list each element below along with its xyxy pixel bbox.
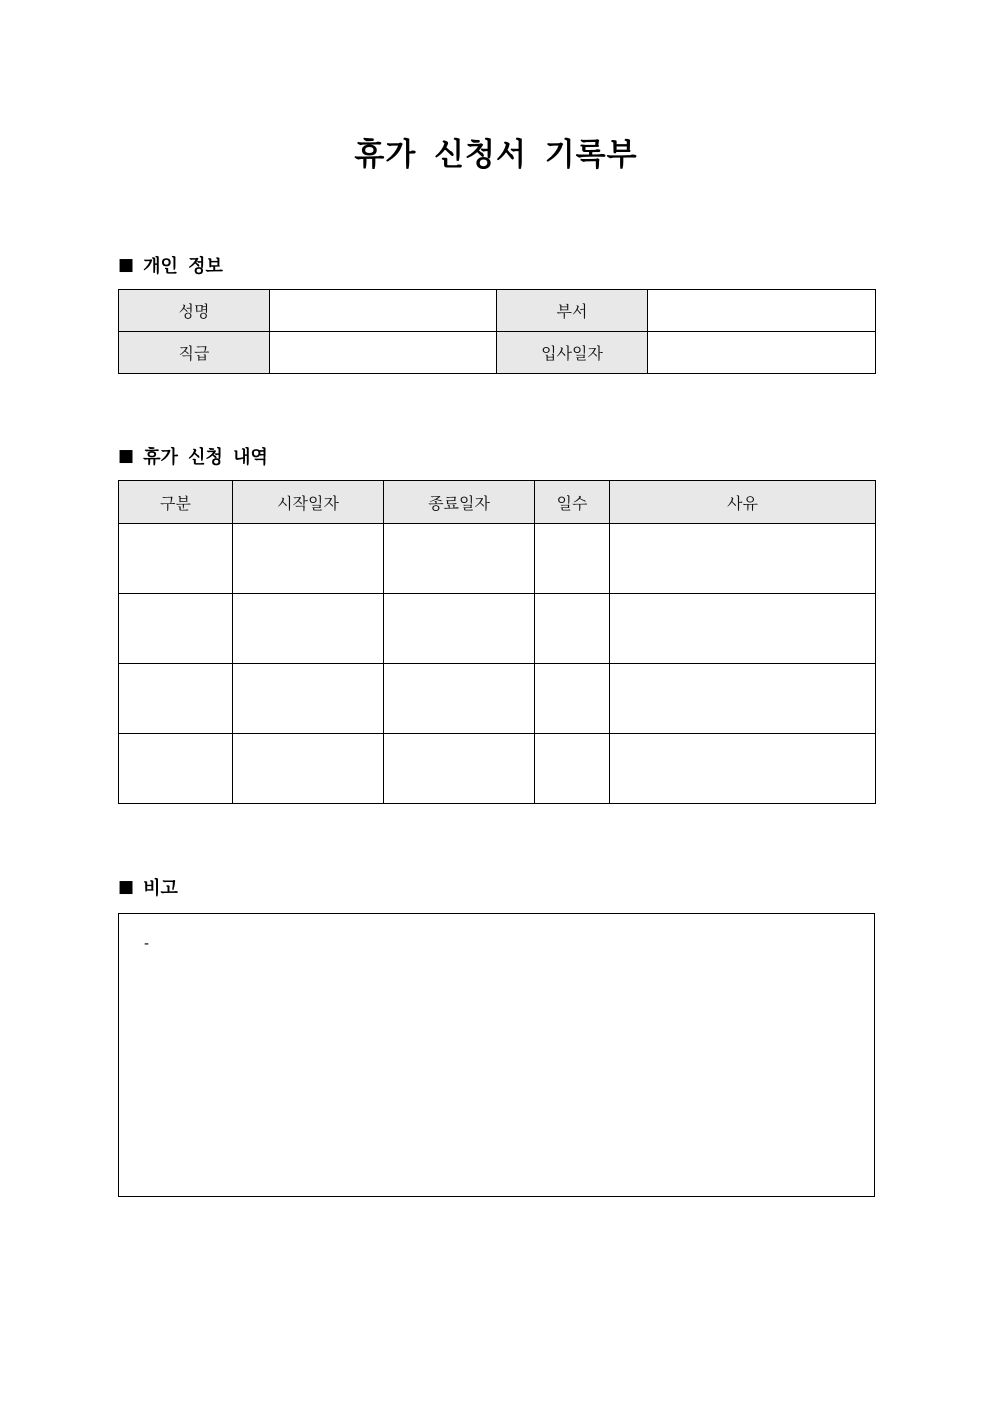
personal-info-table [118,289,876,374]
table-row [119,594,876,664]
end-date-cell[interactable] [384,734,535,804]
leave-request-table [118,480,876,804]
personal-info-heading [118,252,223,278]
column-header-end-date: 종료일자 [384,481,535,524]
column-header-days: 일수 [535,481,610,524]
department-label: 부서 [497,290,648,332]
position-label: 직급 [119,332,270,374]
remarks-text: - [144,936,150,952]
personal-info-heading-label: 개인 정보 [143,256,223,277]
department-field[interactable] [648,290,876,332]
reason-cell[interactable] [610,594,876,664]
remarks-field[interactable] [118,913,875,1197]
reason-cell[interactable] [610,524,876,594]
days-cell[interactable] [535,734,610,804]
square-bullet-icon: ■ [118,255,135,275]
column-header-type: 구분 [119,481,233,524]
reason-cell[interactable] [610,664,876,734]
type-cell[interactable] [119,524,233,594]
name-label: 성명 [119,290,270,332]
table-row [119,332,876,374]
table-row [119,664,876,734]
join-date-label: 입사일자 [497,332,648,374]
end-date-cell[interactable] [384,594,535,664]
days-cell[interactable] [535,524,610,594]
start-date-cell[interactable] [233,594,384,664]
type-cell[interactable] [119,594,233,664]
days-cell[interactable] [535,664,610,734]
position-field[interactable] [270,332,497,374]
column-header-reason: 사유 [610,481,876,524]
page-title: 휴가 신청서 기록부 [354,137,638,173]
days-cell[interactable] [535,594,610,664]
start-date-cell[interactable] [233,734,384,804]
table-header-row [119,481,876,524]
leave-request-heading [118,443,268,469]
square-bullet-icon: ■ [118,877,135,897]
type-cell[interactable] [119,734,233,804]
start-date-cell[interactable] [233,524,384,594]
remarks-heading [118,874,178,900]
start-date-cell[interactable] [233,664,384,734]
remarks-heading-label: 비고 [143,878,178,899]
column-header-start-date: 시작일자 [233,481,384,524]
end-date-cell[interactable] [384,524,535,594]
name-field[interactable] [270,290,497,332]
end-date-cell[interactable] [384,664,535,734]
leave-request-heading-label: 휴가 신청 내역 [143,447,268,468]
table-row [119,524,876,594]
type-cell[interactable] [119,664,233,734]
reason-cell[interactable] [610,734,876,804]
table-row [119,734,876,804]
table-row [119,290,876,332]
square-bullet-icon: ■ [118,446,135,466]
join-date-field[interactable] [648,332,876,374]
